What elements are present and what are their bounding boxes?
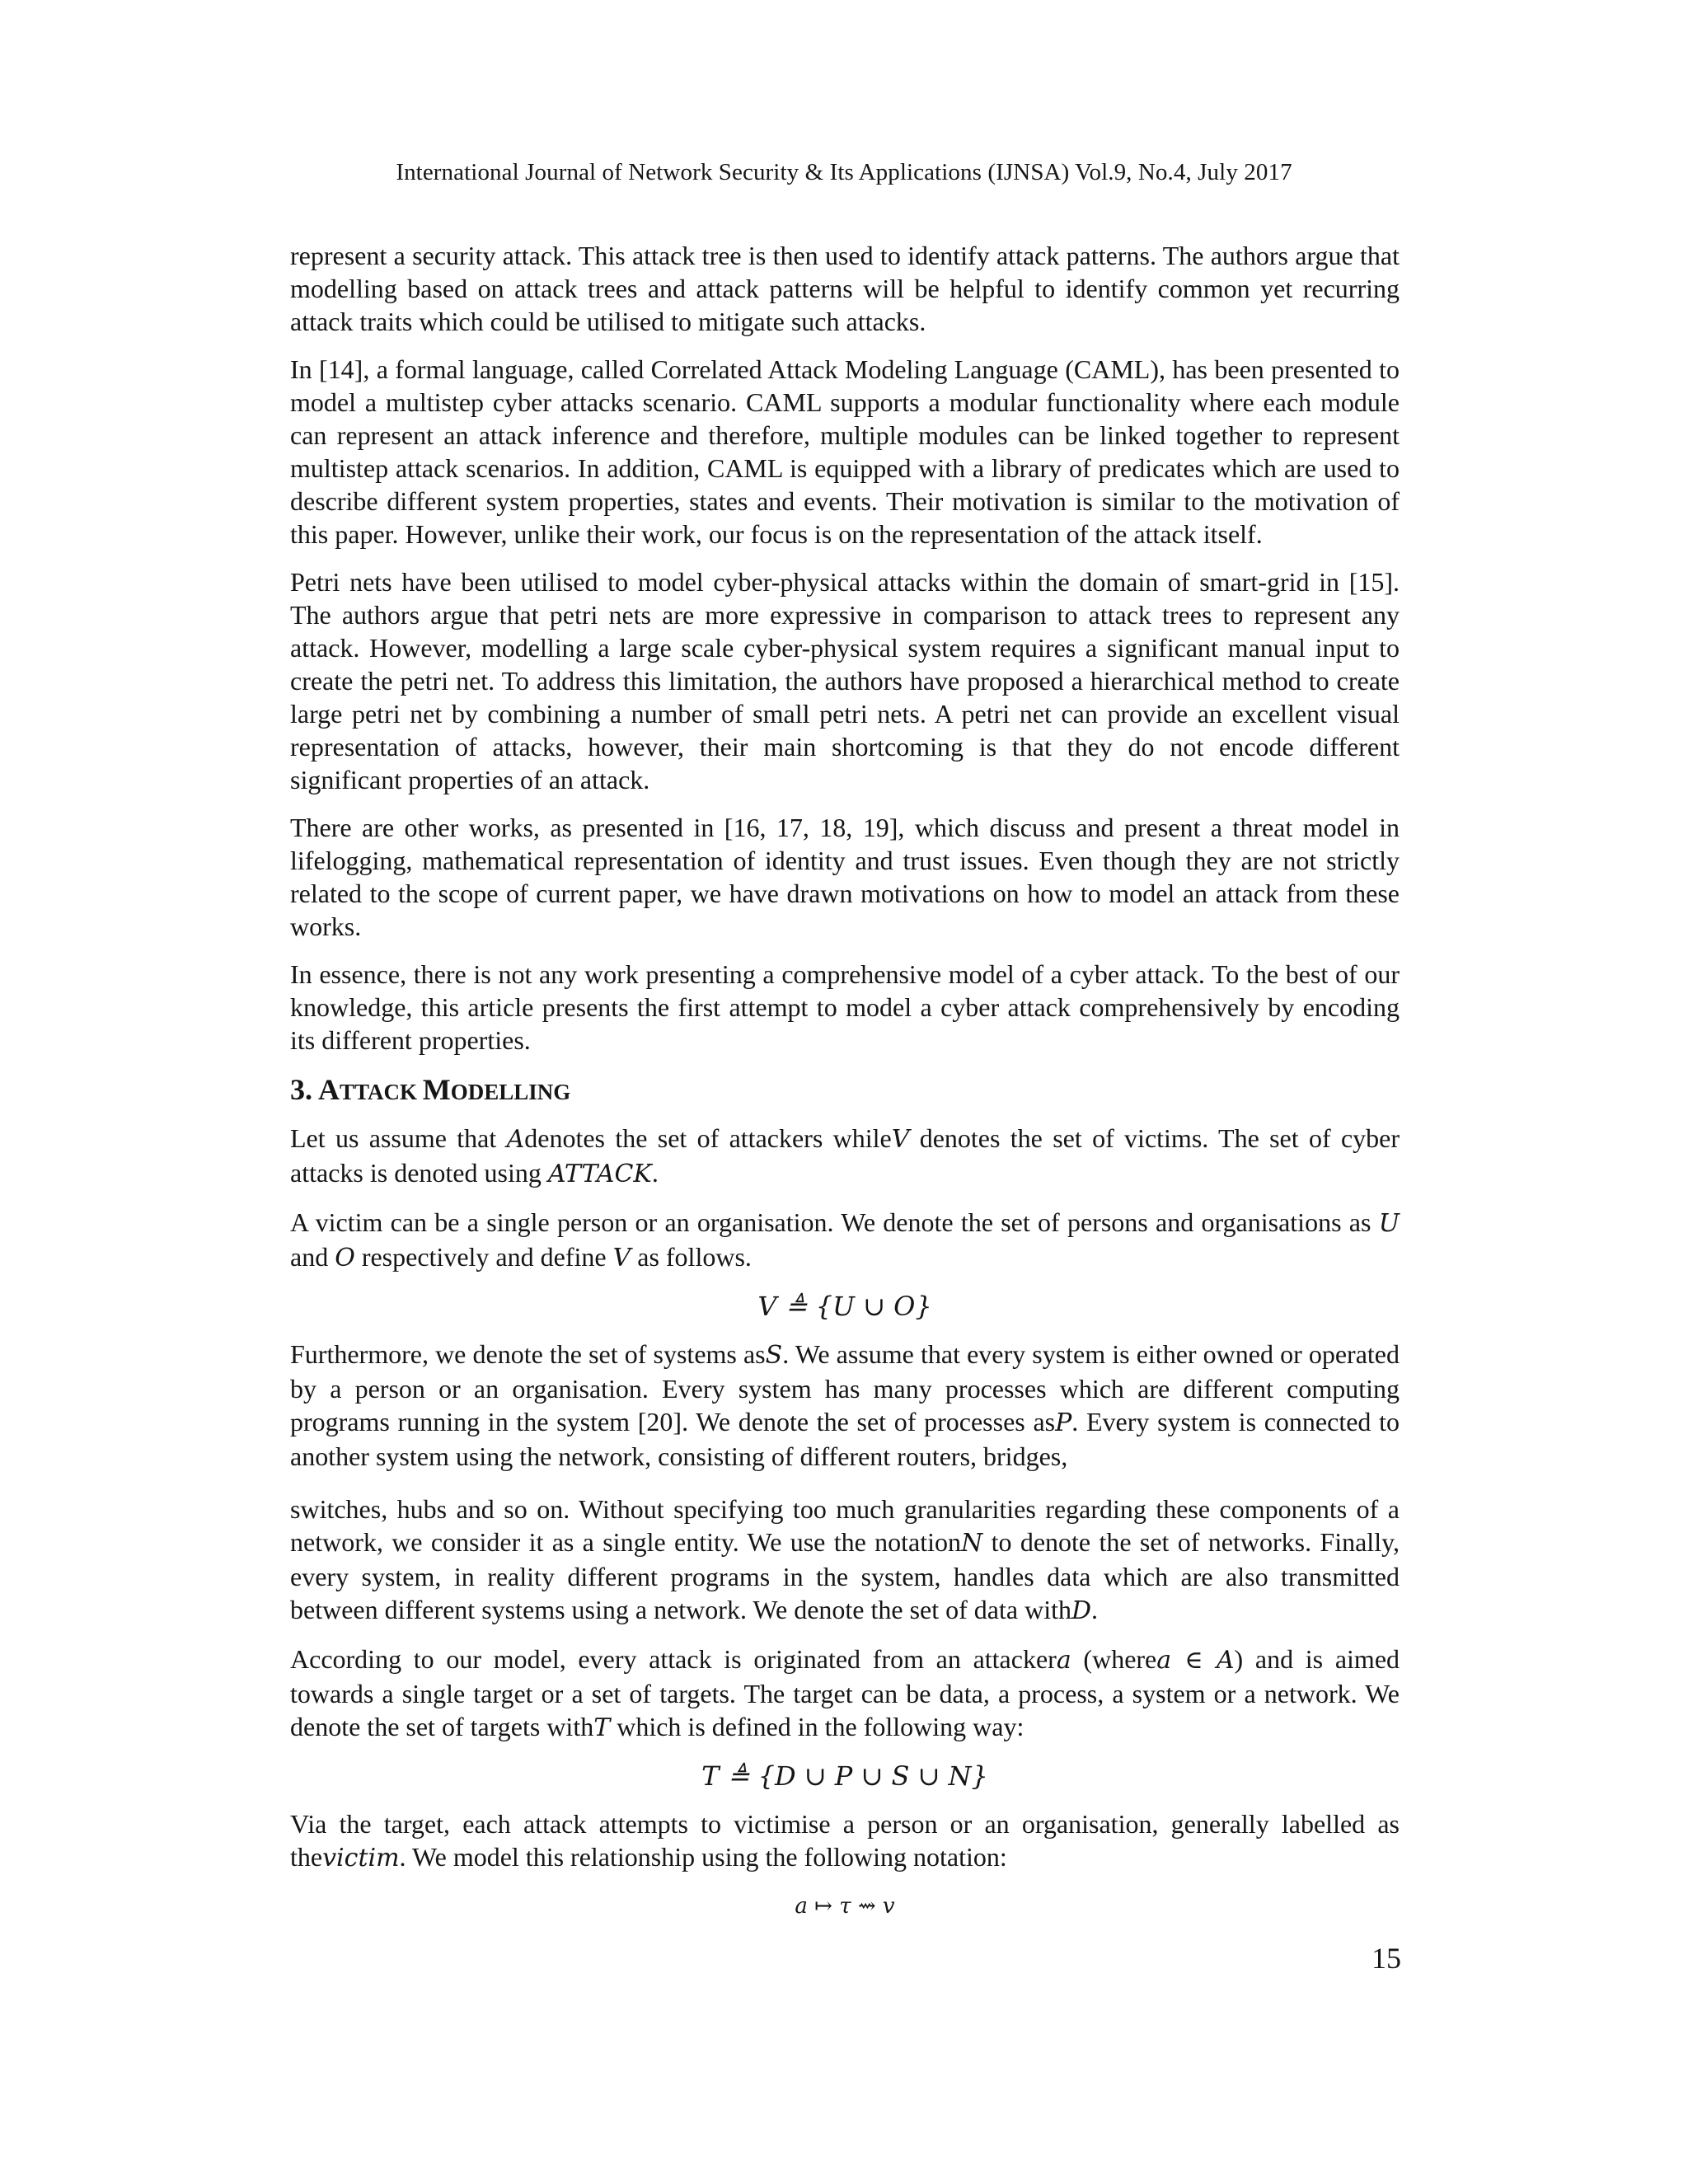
section-number: 3. [290, 1073, 312, 1106]
equation-relationship: a ↦ τ ⇝ v [795, 1894, 895, 1919]
paragraph: A victim can be a single person or an organisation. We denote the set of persons and organisations as U and O respectively and define V as follows. [290, 1207, 1400, 1272]
math-D: D [1071, 1596, 1092, 1625]
paragraph: switches, hubs and so on. Without specifying too much granularities regarding these components of a network, we consider it as a single entity. We use the notationN to denote the set of networks. Finally, every system, in reality different programs in the system, handles data which are also transmitted between different systems using a network. We denote the set of data withD. [290, 1494, 1400, 1625]
section-title-d: ODELLING [450, 1080, 571, 1104]
math-a-in-A: a ∈ A [1156, 1646, 1235, 1675]
journal-header: International Journal of Network Security & Its Applications (IJNSA) Vol.9, No.4, July 2017 [396, 159, 1292, 185]
paragraph: Let us assume that Adenotes the set of attackers whileV denotes the set of victims. The set of cyber attacks is denoted using ATTACK. [290, 1123, 1400, 1188]
paragraph: Via the target, each attack attempts to victimise a person or an organisation, generally labelled as thevictim. We model this relationship using the following notation: [290, 1809, 1400, 1872]
paragraph: In essence, there is not any work presenting a comprehensive model of a cyber attack. To the best of our knowledge, this article presents the first attempt to model a cyber attack comprehensively by encoding its different properties. [290, 959, 1400, 1055]
math-O: O [335, 1244, 355, 1272]
math-P: P [1055, 1408, 1072, 1437]
paragraph: According to our model, every attack is originated from an attackera (wherea ∈ A) and is aimed towards a single target or a set of targets. The target can be data, a process, a system or a network. We denote the set of targets withT which is defined in the following way: [290, 1644, 1400, 1742]
math-attack: ATTACK [547, 1160, 652, 1188]
math-V: V [612, 1244, 631, 1272]
math-N: N [961, 1529, 983, 1558]
paragraph: There are other works, as presented in [16, 17, 18, 19], which discuss and present a threat model in lifelogging, mathematical representation of identity and trust issues. Even though they are not strictly related to the scope of current paper, we have drawn motivations on how to model an attack from these works. [290, 813, 1400, 941]
section-title-b: TTACK [340, 1080, 423, 1104]
equation-victims: V ≜ {U ∪ O} [757, 1291, 932, 1322]
paragraph: Furthermore, we denote the set of systems asS. We assume that every system is either owned or operated by a person or an organisation. Every system has many processes which are different computing programs running in the system [20]. We denote the set of processes asP. Every system is connected to another system using the network, consisting of different routers, bridges, [290, 1339, 1400, 1471]
section-title-c: M [422, 1073, 451, 1106]
math-U: U [1378, 1209, 1400, 1238]
math-victim: victim [322, 1844, 400, 1872]
equation-targets: T ≜ {D ∪ P ∪ S ∪ N} [701, 1760, 988, 1792]
paragraph: represent a security attack. This attack tree is then used to identify attack patterns. The authors argue that modelling based on attack trees and attack patterns will be helpful to identify common yet recurring attack traits which could be utilised to mitigate such attacks. [290, 241, 1400, 336]
math-a: a [1056, 1646, 1071, 1675]
paragraph: Petri nets have been utilised to model cyber-physical attacks within the domain of smart-grid in [15]. The authors argue that petri nets are more expressive in comparison to attack trees to represent any attack. However, modelling a large scale cyber-physical system requires a significant manual input to create the petri net. To address this limitation, the authors have proposed a hierarchical method to create large petri net by combining a number of small petri nets. A petri net can provide an excellent visual representation of attacks, however, their main shortcoming is that they do not encode different significant properties of an attack. [290, 567, 1400, 794]
paragraph: In [14], a formal language, called Correlated Attack Modeling Language (CAML), has been presented to model a multistep cyber attacks scenario. CAML supports a modular functionality where each module can represent an attack inference and therefore, multiple modules can be linked together to represent multistep attack scenarios. In addition, CAML is equipped with a library of predicates which are used to describe different system properties, states and events. Their motivation is similar to the motivation of this paper. However, unlike their work, our focus is on the representation of the attack itself. [290, 354, 1400, 549]
section-title-a: A [318, 1073, 340, 1106]
section-heading [290, 1071, 1400, 1110]
math-S: S [765, 1341, 783, 1370]
math-T: T [593, 1713, 611, 1742]
math-V: V [891, 1125, 910, 1154]
math-A: A [506, 1125, 525, 1154]
page-number: 15 [1372, 1942, 1401, 1975]
page-body [290, 239, 1400, 1938]
